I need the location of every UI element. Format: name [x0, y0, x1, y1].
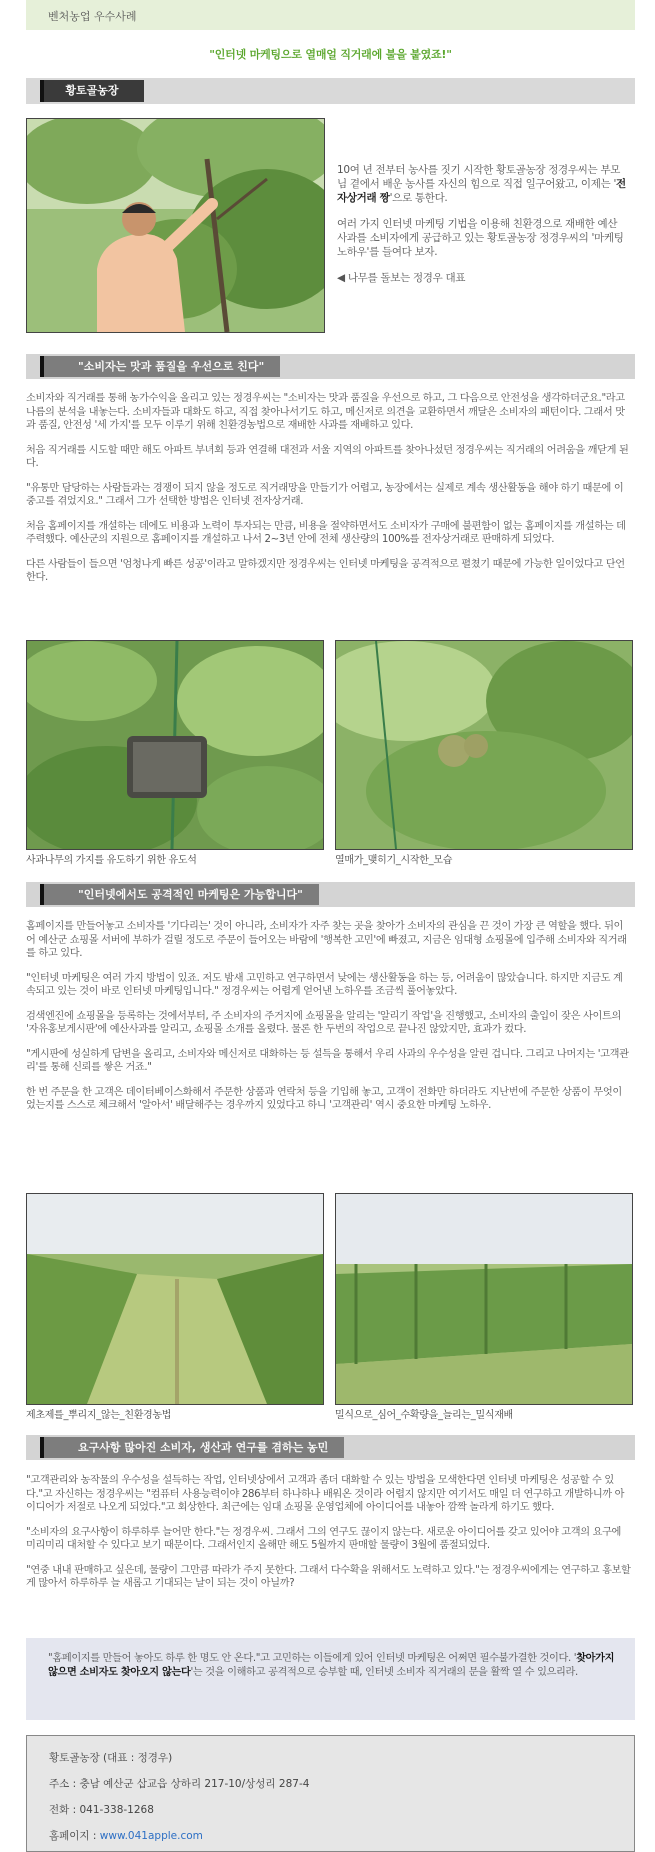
paragraph: 다른 사람들이 들으면 '엄청나게 빠른 성공'이라고 말하겠지만 정경우씨는 인터넷 마케팅을 공격적으로 펼쳤기 때문에 가능한 일이었다고 단언한다.: [26, 558, 625, 583]
contact-homepage: [49, 1828, 203, 1843]
intro-paragraph-2: 여러 가지 인터넷 마케팅 기법을 이용해 친환경으로 재배한 예산사과를 소비자에게 공급하고 있는 황토골농장 정경우씨의 '마케팅 노하우'를 들여다 보자.: [337, 218, 624, 258]
photo-caption: 사과나무의 가지를 유도하기 위한 유도석: [26, 855, 197, 866]
contact-box: [26, 1735, 635, 1852]
bar-edge-mark: [40, 884, 44, 905]
section-2-title: "인터넷에서도 공격적인 마케팅은 가능합니다": [78, 888, 303, 901]
section-1-title-box: [40, 356, 280, 377]
section-1-header: [26, 354, 635, 379]
paragraph: "연중 내내 판매하고 싶은데, 물량이 그만큼 따라가 주지 못한다. 그래서 다수확을 위해서도 노력하고 있다."는 정경우씨에게는 연구하고 홍보할 게 많아서 하루하루 늘 새롭고 기대되는 날이 되는 것이 아닐까?: [26, 1564, 631, 1589]
homepage-link[interactable]: www.041apple.com: [99, 1830, 203, 1842]
intro-text-1b: '으로 통한다.: [389, 192, 448, 204]
section-1-body: [26, 392, 631, 596]
paragraph: 한 번 주문을 한 고객은 데이터베이스화해서 주문한 상품과 연락처 등을 기입해 놓고, 고객이 전화만 하더라도 지난번에 주문한 상품이 무엇이었는지를 스스로 체크해서 '알아서' 배달해주는 경우까지 있었다고 하니 '고객관리' 역시 중요한 마케팅 노하우.: [26, 1086, 622, 1111]
paragraph: 처음 직거래를 시도할 때만 해도 아파트 부녀회 등과 연결해 대전과 서울 지역의 아파트를 찾아나섰던 정경우씨는 직거래의 어려움을 깨닫게 된다.: [26, 444, 629, 469]
category-label: 벤처농업 우수사례: [48, 10, 137, 23]
section-2-title-box: [40, 884, 319, 905]
photo-caption: 제초제를_뿌리지_않는_친환경농법: [26, 1410, 172, 1421]
farmer-photo: [26, 118, 325, 333]
farm-title-bar: [26, 78, 635, 104]
contact-phone: 전화 : 041-338-1268: [49, 1804, 154, 1816]
homepage-label: 홈페이지 :: [49, 1830, 100, 1842]
summary-text-b: '는 것을 이해하고 공격적으로 승부할 때, 인터넷 소비자 직거래의 문을 활짝 열 수 있으리라.: [190, 1667, 578, 1678]
section-3-header: [26, 1435, 635, 1460]
photo-caption: 열매가_맺히기_시작한_모습: [335, 855, 453, 866]
intro-highlight: 전자상거래 짱: [337, 178, 626, 204]
photo-caption-main: ◀ 나무를 돌보는 정경우 대표: [337, 272, 466, 284]
summary-text-a: "홈페이지를 만들어 놓아도 하루 한 명도 안 온다."고 고민하는 이들에게 있어 인터넷 마케팅은 어쩌면 필수불가결한 것이다. ': [48, 1653, 577, 1664]
paragraph: "소비자의 요구사항이 하루하루 늘어만 한다."는 정경우씨. 그래서 그의 연구도 끊이지 않는다. 새로운 아이디어를 갖고 있어야 고객의 요구에 미리미리 대처할 수 있다고 보기 때문이다. 그래서인지 올해만 해도 5월까지 판매할 물량이 3월에 품절되었다.: [26, 1526, 622, 1551]
fruit-set-photo: [335, 640, 633, 850]
intro-text: [337, 163, 627, 297]
eco-farming-photo: [26, 1193, 324, 1405]
paragraph: 홈페이지를 만들어놓고 소비자를 '기다리는' 것이 아니라, 소비자가 자주 찾는 곳을 찾아가 소비자의 관심을 끈 것이 가장 큰 역할을 했다. 뒤이어 예산군 쇼핑몰 서버에 부하가 걸릴 정도로 주문이 들어오는 바람에 '행복한 고민'에 빠졌고, 지금은 임대형 쇼핑몰에 입주해 소비자와 직거래를 하고 있다.: [26, 921, 627, 959]
dense-planting-photo: [335, 1193, 633, 1405]
paragraph: "고객관리와 농작물의 우수성을 설득하는 작업, 인터넷상에서 고객과 좀더 대화할 수 있는 방법을 모색한다면 인터넷 마케팅은 성공할 수 있다."고 자신하는 정경우씨는 "컴퓨터 사용능력이야 286부터 하나하나 배워온 것이라 어렵지 않지만 여기서도 매일 더 연구하고 개발하니까 아이디어가 저절로 나오게 되었다."고 회상한다. 최근에는 임대 쇼핑몰 운영업체에 아이디어를 내놓아 깜짝 놀라게 하기도 했다.: [26, 1475, 625, 1513]
summary-highlight: 찾아가지 않으면 소비자도 찾아오지 않는다: [48, 1653, 615, 1678]
paragraph: "유통만 담당하는 사람들과는 경쟁이 되지 않을 정도로 직거래망을 만들기가 어렵고, 농장에서는 실제로 계속 생산활동을 해야 하기 때문에 이중고를 겪었지요." 그래서 그가 선택한 방법은 인터넷 전자상거래.: [26, 482, 624, 507]
photo-caption: 밀식으로_심어_수확량을_늘리는_밀식재배: [335, 1410, 513, 1421]
paragraph: 검색엔진에 쇼핑몰을 등록하는 것에서부터, 주 소비자의 주거지에 쇼핑몰을 알리는 '알리기 작업'을 진행했고, 소비자의 출입이 잦은 사이트의 '자유홍보게시판'에 예산사과를 알리고, 쇼핑몰 소개를 올렸다. 물론 한 두번의 작업으로 끝나진 않았지만, 효과가 컸다.: [26, 1010, 621, 1035]
section-3-body: [26, 1474, 631, 1602]
contact-address: 주소 : 충남 예산군 삽교읍 상하리 217-10/상성리 287-4: [49, 1778, 310, 1790]
contact-farm-name: 황토골농장 (대표 : 정경우): [49, 1752, 173, 1764]
category-bar: [26, 0, 635, 30]
bar-edge-mark: [40, 80, 44, 102]
paragraph: "게시판에 성실하게 답변을 올리고, 소비자와 메신저로 대화하는 등 설득을 통해서 우리 사과의 우수성을 알린 겁니다. 그리고 나머지는 '고객관리'를 통해 신뢰를 쌓은 거죠.": [26, 1048, 629, 1073]
intro-paragraph-1: [337, 163, 627, 205]
farm-name: 황토골농장: [65, 84, 119, 97]
lure-stone-photo: [26, 640, 324, 850]
section-3-title: 요구사항 많아진 소비자, 생산과 연구를 겸하는 농민: [78, 1441, 329, 1454]
section-2-body: [26, 920, 631, 1124]
article-headline: "인터넷 마케팅으로 열매얼 직거래에 불을 붙였죠!": [209, 48, 452, 61]
section-3-title-box: [40, 1437, 344, 1458]
section-1-title: "소비자는 맛과 품질을 우선으로 친다": [78, 360, 265, 373]
paragraph: "인터넷 마케팅은 여러 가지 방법이 있죠. 저도 밤새 고민하고 연구하면서 낮에는 생산활동을 하는 등, 어려움이 많았습니다. 하지만 지금도 계속되고 있는 것이 바로 인터넷 마케팅입니다." 정경우씨는 어렵게 얻어낸 노하우를 조금씩 풀어놓았다.: [26, 972, 623, 997]
paragraph: 처음 홈페이지를 개설하는 데에도 비용과 노력이 투자되는 만큼, 비용을 절약하면서도 소비자가 구매에 불편함이 없는 홈페이지를 개설하는 데 주력했다. 예산군의 지원으로 홈페이지를 개설하고 나서 2~3년 안에 전체 생산량의 100%를 전자상거래로 판매하게 되었다.: [26, 520, 626, 545]
section-2-header: [26, 882, 635, 907]
summary-text: [48, 1652, 618, 1680]
paragraph: 소비자와 직거래를 통해 농가수익을 올리고 있는 정경우씨는 "소비자는 맛과 품질을 우선으로 하고, 그 다음으로 안전성을 생각하더군요."라고 나름의 분석을 내놓는다. 소비자들과 대화도 하고, 직접 찾아나서기도 하고, 메신저로 의견을 교환하면서 깨달은 소비자의 패턴이다. 그래서 맛과 품질, 안전성 '세 가지'를 모두 이루기 위해 친환경농법으로 재배한 사과를 재배하고 있다.: [26, 393, 625, 431]
summary-box: [26, 1638, 635, 1720]
intro-text-1a: 10여 년 전부터 농사를 짓기 시작한 황토골농장 정경우씨는 부모님 곁에서 배운 농사를 자신의 힘으로 직접 일구어왔고, 이제는 ': [337, 164, 621, 190]
bar-edge-mark: [40, 1437, 44, 1458]
farm-name-label: [40, 80, 144, 102]
bar-edge-mark: [40, 356, 44, 377]
